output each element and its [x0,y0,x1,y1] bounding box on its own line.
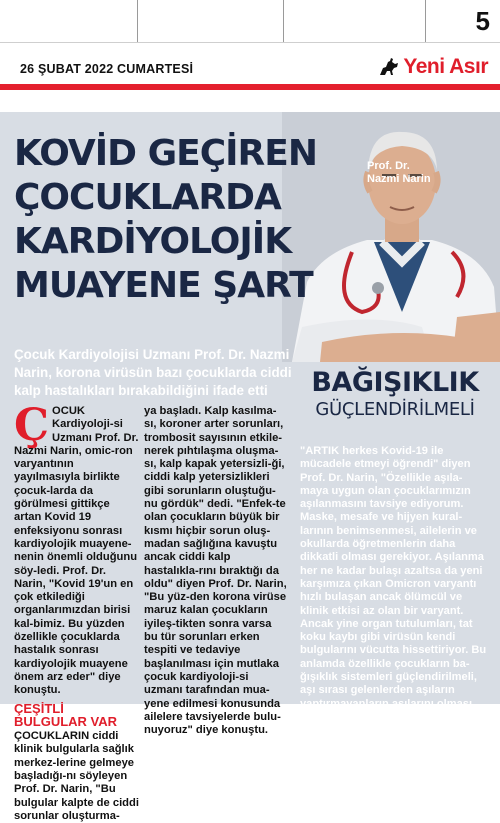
horse-rider-icon [377,55,401,79]
article-column-2 [144,405,288,737]
body-paragraph: ÇOCUKLARIN ciddi klinik bulgularla sağlık merkez-lerine gelmeye başladığı-nı söyleyen Prof. Dr. Narin, "Bu bulgular kalpte de ciddi sorunlar oluşturma- [14,730,139,822]
subhead: ÇEŞİTLİ BULGULAR VAR [14,700,118,729]
article-panel [0,112,500,822]
article-column-1 [14,400,139,823]
top-strip [0,0,500,42]
drop-cap: Ç [14,400,50,451]
sidebar-title-line: BAĞIŞIKLIK [311,367,479,398]
sidebar-body: "ARTIK herkes Kovid-19 ile mücadele etmeyi öğrendi" diyen Prof. Dr. Narin, "Özellikle aşıla-maya uygun olan çocuklarımızın aşılanmasını tavsiye ediyorum. Maske, mesafe ve hijyen kural-larının benimsenmesi, ailelerin ve okullarda öğretmenlerin daha dikkatli olması gerekiyor. Aşılanma her ne kadar bulaşı azaltsa da yeni karşımıza çıkan Omicron varyantı hızlı bulaşan ancak ölümcül ve klinik etkisi az olan bir varyant. Ancak yine organ tutulumları, tat koku kaybı gibi virüsün kendi bulgularını vücutta hissettiriyor. Bu anlamda özellikle çocukların ba-ğışıklık sistemleri güçlendirilmeli, aşı sırası gelenlerden aşıların yaptırmayanların aşılarını olması, maske, mesafe ve hijyen kullarına dikkat edilmesi gerekiyor" dedi. [300,445,487,737]
headline [14,132,317,308]
column-divider [137,0,138,42]
body-paragraph: OCUK Kardiyoloji-si Uzmanı Prof. Dr. Nazmi Narin, omic-ron varyantının yayılmasıyla birlikte çocuk-larda da görülmesi gittikçe artan Kovid 19 enfeksiyonu sonrası kardiyolojik muayene-nenin önemli olduğunu söy-ledi. Prof. Dr. Narin, "Kovid 19'un en çok etkilediği organlarımızdan birisi kal-bimiz. Bu yüzden özellikle çocuklarda hastalık sonrası kardiyolojik muayene önem arz eder" diye konuştu. [14,405,139,697]
newspaper-logo [377,54,488,80]
column-divider [283,0,284,42]
sidebar-title-line: GÜÇLENDİRİLMELİ [315,399,475,420]
logo-text: Yeni Asır [403,55,488,78]
body-paragraph: ya başladı. Kalp kasılma-sı, koroner arter sorunları, trombosit sayısının etkile-nerek pıhtılaşma oluşma-sı, kalp kapak yetersizli-ği, ciddi kalp yetersizlikleri gibi sorunların oluştuğu-nu gördük" dedi. "Enfek-te olan çocukların büyük bir kısmı hiçbir sorun oluş-madan sağlığına kavuştu ancak ciddi kalp hastalıkla-rını bıraktığı da oldu" diyen Prof. Dr. Narin, "Bu yüz-den korona virüse maruz kalan çocukların iyileş-tikten sonra varsa bu tür sorunları erken tespiti ve tedaviye başlanılması için mutlaka çocuk kardiyoloji-si uzmanı tarafından mua-yene edilmesi konusunda ailelere tavsiyelerde bulu-nuyoruz" diye konuştu. [144,405,287,737]
headline-line: MUAYENE ŞART [14,265,313,306]
photo-caption: Prof. Dr. Nazmi Narin [367,160,431,185]
header-rule [0,42,500,43]
article-deck: Çocuk Kardiyolojisi Uzmanı Prof. Dr. Nazmi Narin, korona virüsün bazı çocuklarda ciddi kalp hastalıkları bırakabildiğini ifade etti [14,347,292,398]
headline-line: KARDİYOLOJİK [14,221,292,262]
sidebar-title [300,367,490,421]
headline-line: KOVİD GEÇİREN [14,133,317,174]
brand-bar [0,84,500,90]
headline-line: ÇOCUKLARDA [14,177,281,218]
page-number: 5 [475,6,490,36]
column-divider [425,0,426,42]
date-line: 26 ŞUBAT 2022 CUMARTESİ [20,62,194,76]
